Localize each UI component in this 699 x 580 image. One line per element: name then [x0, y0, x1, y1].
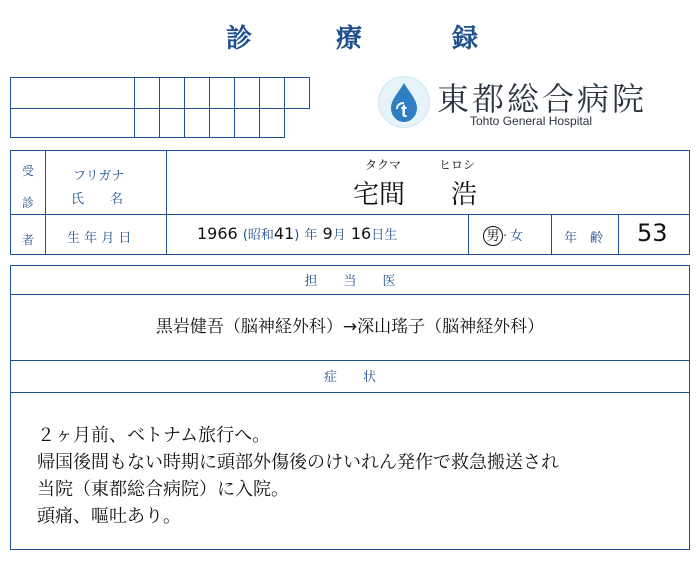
dob-day-unit: 日生 [371, 228, 398, 243]
record-number-boxes[interactable] [10, 77, 310, 138]
age-label: 年 齢 [564, 231, 604, 246]
number-box[interactable] [210, 78, 235, 109]
dob-era-year: 41 [273, 224, 295, 243]
dob-label: 生 年 月 日 [67, 231, 132, 246]
sex-selector[interactable] [483, 225, 523, 246]
patient-name-given: 浩 [451, 180, 478, 210]
dob-month-unit: 月 [332, 228, 346, 243]
number-box[interactable] [135, 78, 160, 109]
number-box[interactable] [11, 109, 135, 138]
empty-cell [285, 109, 310, 138]
dob-year-unit: 年 [304, 228, 318, 243]
sex-female-option[interactable]: 女 [510, 229, 524, 244]
symptom-line: 帰国後間もない時期に頭部外傷後のけいれん発作で救急搬送され [37, 452, 559, 473]
section-label-char: 者 [22, 233, 35, 247]
dob-year: 1966 [197, 224, 238, 243]
symptom-line: 当院（東都総合病院）に入院。 [37, 479, 289, 500]
doctor-header [11, 266, 689, 294]
sex-male-option[interactable]: 男 [483, 226, 503, 246]
doctor-label: 担 当 医 [304, 274, 396, 289]
title-char: 療 [336, 24, 363, 54]
divider [11, 214, 689, 215]
symptom-line: 頭痛、嘔吐あり。 [37, 506, 181, 527]
divider [45, 151, 46, 254]
age-value: 53 [637, 219, 668, 247]
name-label: 氏 名 [71, 192, 124, 207]
divider [468, 214, 469, 255]
dob-era: 昭和 [247, 228, 274, 243]
dob-day: 16 [350, 224, 372, 243]
clinical-info-box [10, 265, 690, 550]
furigana-label: フリガナ [73, 169, 125, 184]
doctor-value: 黒岩健吾（脳神経外科）→深山瑤子（脳神経外科） [155, 317, 545, 337]
divider [618, 214, 619, 255]
number-box[interactable] [285, 78, 310, 109]
symptom-line: ２ヶ月前、ベトナム旅行へ。 [37, 425, 271, 446]
dob-value [197, 224, 397, 243]
number-box[interactable] [235, 109, 260, 138]
dob-era-close: ) [294, 228, 300, 243]
number-box[interactable] [11, 78, 135, 109]
number-box[interactable] [260, 78, 285, 109]
number-box[interactable] [135, 109, 160, 138]
divider [551, 214, 552, 255]
divider [166, 151, 167, 254]
number-box[interactable] [260, 109, 285, 138]
hospital-name: 東都総合病院 [437, 80, 648, 118]
furigana-given: ヒロシ [439, 158, 476, 172]
dob-month: 9 [322, 224, 333, 243]
title-char: 録 [452, 24, 479, 54]
hospital-name-en: Tohto General Hospital [470, 114, 593, 128]
title-char: 診 [226, 24, 253, 54]
number-box[interactable] [160, 109, 185, 138]
furigana-family: タクマ [365, 158, 402, 172]
dob-era-open: ( [242, 228, 248, 243]
divider [11, 392, 689, 393]
patient-info-box [10, 150, 690, 255]
section-label-char: 診 [22, 196, 35, 210]
hospital-drop-cross-icon [378, 76, 430, 128]
sex-separator: · [503, 229, 508, 244]
number-box[interactable] [185, 78, 210, 109]
symptoms-header [11, 360, 689, 392]
symptoms-label: 症 状 [323, 370, 376, 385]
patient-name-family: 宅間 [353, 180, 406, 210]
section-label-char: 受 [22, 164, 35, 178]
number-box[interactable] [185, 109, 210, 138]
number-box[interactable] [235, 78, 260, 109]
logo-letter: t [401, 101, 407, 121]
symptoms-text [37, 422, 559, 530]
number-box[interactable] [210, 109, 235, 138]
number-box[interactable] [160, 78, 185, 109]
